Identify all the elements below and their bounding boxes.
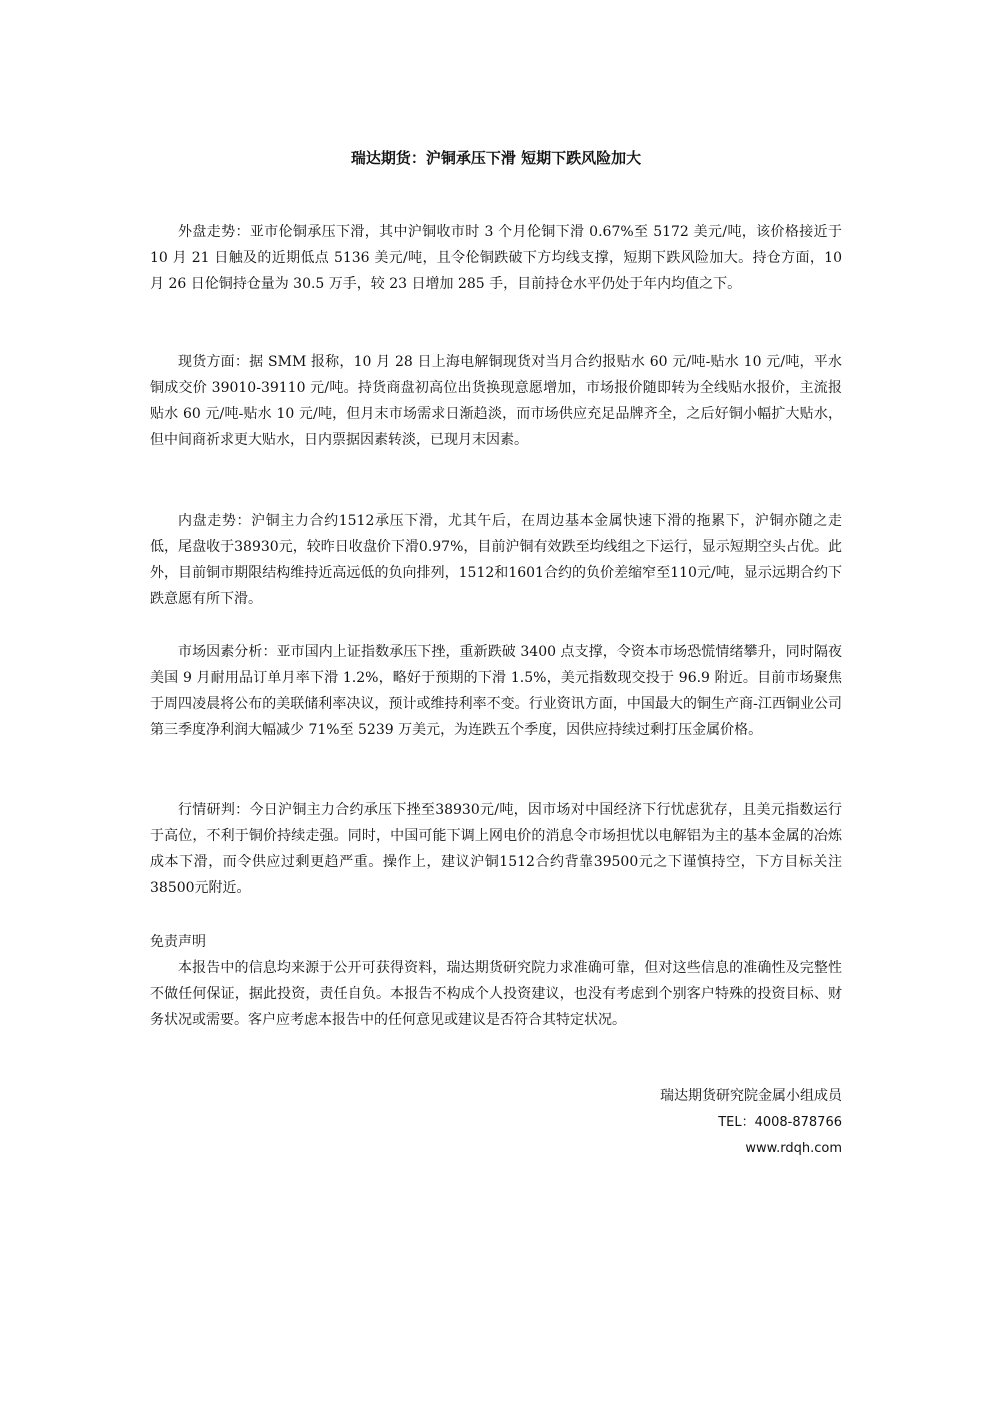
disclaimer-heading: 免责声明 <box>150 934 206 950</box>
signature-tel: TEL：4008-878766 <box>718 1115 842 1130</box>
paragraph-spot-market: 现货方面：据 SMM 报称，10 月 28 日上海电解铜现货对当月合约报贴水 60 元/吨-贴水 10 元/吨，平水铜成交价 39010-39110 元/吨。持货商盘初高位出货换现意愿增加，市场报价随即转为全线贴水报价，主流报贴水 60 元/吨-贴水 10 元/吨，但月末市场需求日渐趋淡，而市场供应充足品牌齐全，之后好铜小幅扩大贴水，但中间商祈求更大贴水，日内票据因素转淡，已现月末因素。 <box>150 354 842 448</box>
signature-website: www.rdqh.com <box>745 1141 842 1156</box>
paragraph-market-factors: 市场因素分析：亚市国内上证指数承压下挫，重新跌破 3400 点支撑，令资本市场恐慌情绪攀升，同时隔夜美国 9 月耐用品订单月率下滑 1.2%，略好于预期的下滑 1.5%，美元指数现交投于 96.9 附近。目前市场聚焦于周四凌晨将公布的美联储利率决议，预计或维持利率不变。行业资讯方面，中国最大的铜生产商-江西铜业公司第三季度净利润大幅减少 71%至 5239 万美元，为连跌五个季度，因供应持续过剩打压金属价格。 <box>150 644 842 738</box>
paragraph-overseas-market: 外盘走势：亚市伦铜承压下滑，其中沪铜收市时 3 个月伦铜下滑 0.67%至 5172 美元/吨，该价格接近于 10 月 21 日触及的近期低点 5136 美元/吨，且令伦铜跌破下方均线支撑，短期下跌风险加大。持仓方面，10 月 26 日伦铜持仓量为 30.5 万手，较 23 日增加 285 手，目前持仓水平仍处于年内均值之下。 <box>150 224 842 292</box>
disclaimer-text: 本报告中的信息均来源于公开可获得资料，瑞达期货研究院力求准确可靠，但对这些信息的准确性及完整性不做任何保证，据此投资，责任自负。本报告不构成个人投资建议，也没有考虑到个别客户特殊的投资目标、财务状况或需要。客户应考虑本报告中的任何意见或建议是否符合其特定状况。 <box>150 960 842 1028</box>
paragraph-outlook: 行情研判：今日沪铜主力合约承压下挫至38930元/吨，因市场对中国经济下行忧虑犹存，且美元指数运行于高位，不利于铜价持续走强。同时，中国可能下调上网电价的消息令市场担忧以电解铝为主的基本金属的冶炼成本下滑，而令供应过剩更趋严重。操作上，建议沪铜1512合约背靠39500元之下谨慎持空，下方目标关注38500元附近。 <box>150 802 842 896</box>
document-title: 瑞达期货：沪铜承压下滑 短期下跌风险加大 <box>350 149 642 167</box>
paragraph-domestic-market: 内盘走势：沪铜主力合约1512承压下滑，尤其午后，在周边基本金属快速下滑的拖累下，沪铜亦随之走低，尾盘收于38930元，较昨日收盘价下滑0.97%，目前沪铜有效跌至均线组之下运行，显示短期空头占优。此外，目前铜市期限结构维持近高远低的负向排列，1512和1601合约的负价差缩窄至110元/吨，显示远期合约下跌意愿有所下滑。 <box>150 513 842 607</box>
signature-org: 瑞达期货研究院金属小组成员 <box>660 1088 842 1104</box>
